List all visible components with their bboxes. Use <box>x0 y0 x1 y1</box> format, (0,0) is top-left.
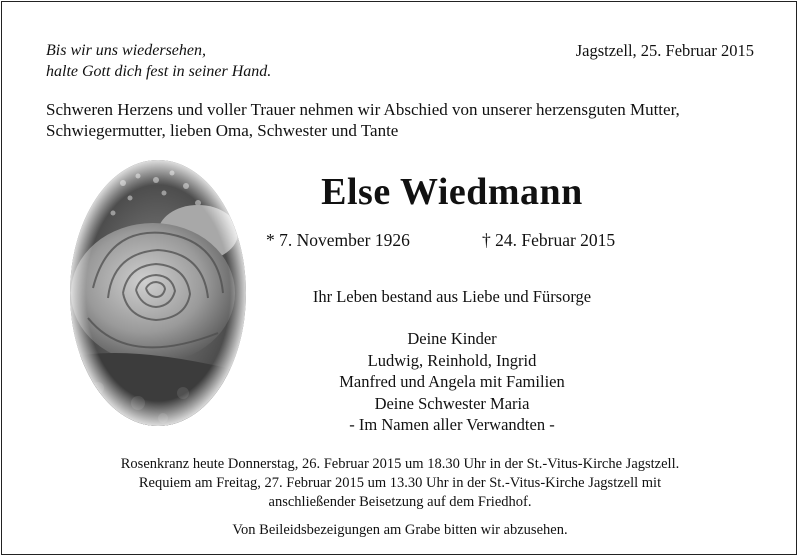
place-date: Jagstzell, 25. Februar 2015 <box>575 41 754 60</box>
closing-note: Von Beileidsbezeigungen am Grabe bitten wir abzusehen. <box>232 522 568 538</box>
signatory-line: Deine Schwester Maria <box>374 393 530 413</box>
birth-date: * 7. November 1926 <box>266 230 410 250</box>
signatories <box>252 328 652 436</box>
intro-line-2: Schwiegermutter, lieben Oma, Schwester und Tante <box>46 121 399 140</box>
motto-line-1: Bis wir uns wiedersehen, <box>46 42 206 59</box>
deceased-name: Else Wiedmann <box>321 171 583 213</box>
signatory-line: - Im Namen aller Verwandten - <box>349 415 555 434</box>
service-details <box>30 455 770 512</box>
service-line: Rosenkranz heute Donnerstag, 26. Februar 2015 um 18.30 Uhr in der St.-Vitus-Kirche Jagstzell. <box>120 456 680 472</box>
service-line: Requiem am Freitag, 27. Februar 2015 um 13.30 Uhr in der St.-Vitus-Kirche Jagstzell mit <box>138 475 662 491</box>
life-statement: Ihr Leben bestand aus Liebe und Fürsorge <box>312 287 592 306</box>
signatory-line: Deine Kinder <box>407 329 497 348</box>
intro-text <box>46 99 776 141</box>
motto-line-2: halte Gott dich fest in seiner Hand. <box>46 63 272 80</box>
intro-line-1: Schweren Herzens und voller Trauer nehmen wir Abschied von unserer herzensguten Mutter, <box>46 100 680 119</box>
signatory-line: Manfred und Angela mit Familien <box>339 372 565 391</box>
death-date: † 24. Februar 2015 <box>482 230 616 250</box>
rose-photo <box>68 158 248 428</box>
motto <box>46 40 271 82</box>
signatory-line: Ludwig, Reinhold, Ingrid <box>367 350 537 370</box>
service-line: anschließender Beisetzung auf dem Friedhof. <box>268 494 532 510</box>
